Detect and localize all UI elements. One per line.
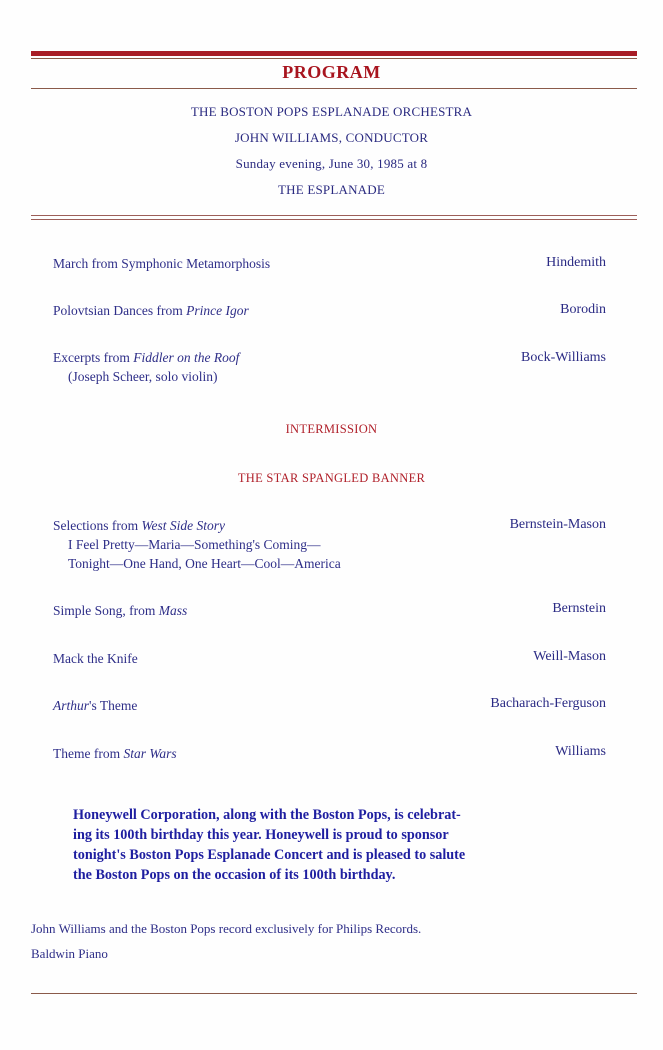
anthem-label: THE STAR SPANGLED BANNER <box>237 471 426 485</box>
program-item <box>53 744 177 763</box>
program-item <box>53 301 249 320</box>
program-item <box>53 601 187 620</box>
piece-title: Selections from <box>53 518 142 533</box>
piece-title: Excerpts from <box>53 350 134 365</box>
composer-name: Borodin <box>560 302 606 317</box>
composer-name: Williams <box>555 744 606 759</box>
sponsor-line: Honeywell Corporation, along with the Boston Pops, is celebrat- <box>73 807 461 823</box>
records-credit: John Williams and the Boston Pops record exclusively for Philips Records. <box>31 921 422 936</box>
piece-title-italic: Arthur <box>53 698 90 713</box>
page-title: PROGRAM <box>282 62 381 82</box>
program-item <box>53 696 137 715</box>
sponsor-line: tonight's Boston Pops Esplanade Concert and is pleased to salute <box>73 847 466 863</box>
top-thick-rule <box>31 51 637 56</box>
piano-credit: Baldwin Piano <box>31 946 108 961</box>
piece-title: 's Theme <box>89 698 138 713</box>
piece-note: (Joseph Scheer, solo violin) <box>68 369 218 384</box>
piece-title-italic: Star Wars <box>123 746 177 761</box>
piece-title-italic: Fiddler on the Roof <box>133 350 240 365</box>
piece-title: Theme from <box>53 746 124 761</box>
program-item <box>53 516 341 573</box>
program-item <box>53 649 138 668</box>
header-double-rule-2 <box>31 219 637 220</box>
composer-name: Bacharach-Ferguson <box>490 696 606 711</box>
composer-name: Weill-Mason <box>533 649 606 664</box>
piece-title: March from Symphonic Metamorphosis <box>53 256 271 271</box>
conductor-name: JOHN WILLIAMS, CONDUCTOR <box>234 130 429 145</box>
piece-title: Polovtsian Dances from <box>53 303 187 318</box>
bottom-rule <box>31 993 637 994</box>
sponsor-message <box>73 805 593 885</box>
title-underline-rule <box>31 88 637 89</box>
concert-venue: THE ESPLANADE <box>278 182 385 197</box>
program-item <box>53 254 270 273</box>
composer-name: Bernstein <box>552 601 606 616</box>
concert-date: Sunday evening, June 30, 1985 at 8 <box>235 156 428 171</box>
piece-subtitle-line: Tonight—One Hand, One Heart—Cool—America <box>68 556 341 571</box>
program-item <box>53 348 239 386</box>
piece-title: Mack the Knife <box>53 651 138 666</box>
orchestra-name: THE BOSTON POPS ESPLANADE ORCHESTRA <box>190 104 473 119</box>
composer-name: Hindemith <box>546 255 606 270</box>
sponsor-line: the Boston Pops on the occasion of its 100th birthday. <box>73 867 396 883</box>
header-double-rule-1 <box>31 215 637 216</box>
sponsor-line: ing its 100th birthday this year. Honeywell is proud to sponsor <box>73 827 449 843</box>
piece-title-italic: West Side Story <box>141 518 225 533</box>
composer-name: Bernstein-Mason <box>509 517 606 532</box>
piece-title: Simple Song, from <box>53 603 159 618</box>
intermission-label: INTERMISSION <box>285 422 378 436</box>
composer-name: Bock-Williams <box>521 350 606 365</box>
piece-title-italic: Mass <box>158 603 188 618</box>
top-thin-rule <box>31 58 637 59</box>
piece-title-italic: Prince Igor <box>186 303 249 318</box>
piece-subtitle-line: I Feel Pretty—Maria—Something's Coming— <box>68 537 321 552</box>
